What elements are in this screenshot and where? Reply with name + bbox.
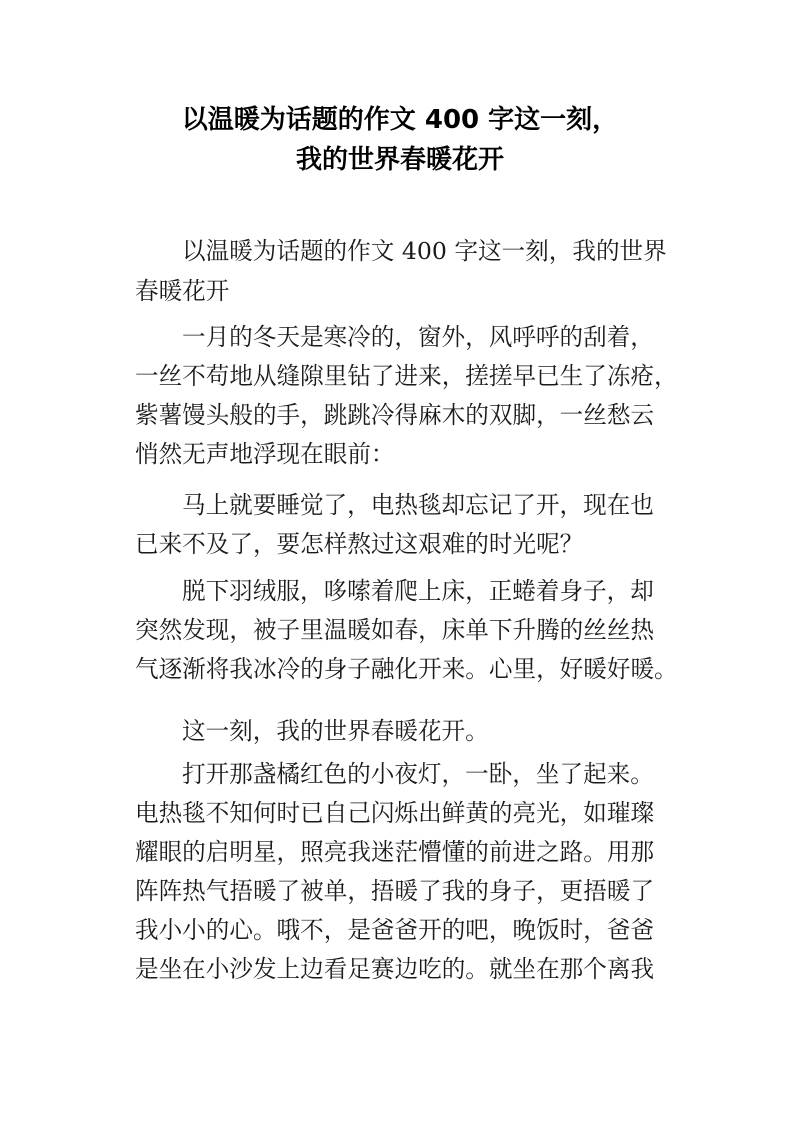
text-line: 马上就要睡觉了，电热毯却忘记了开，现在也 <box>182 491 654 519</box>
text-line: 电热毯不知何时已自己闪烁出鲜黄的亮光，如璀璨 <box>135 799 655 827</box>
text-line: 悄然无声地浮现在眼前： <box>135 440 395 468</box>
text-line: 一丝不苟地从缝隙里钻了进来，搓搓早已生了冻疮， <box>135 362 678 390</box>
text-line: 春暖花开 <box>135 277 230 305</box>
text-line: 我小小的心。哦不，是爸爸开的吧，晚饭时，爸爸 <box>135 916 655 944</box>
title-line-1: 以温暖为话题的作文 400 字这一刻， <box>181 105 619 135</box>
title-line-2: 我的世界春暖花开 <box>295 145 504 175</box>
text-line: 打开那盏橘红色的小夜灯，一卧，坐了起来。 <box>182 760 654 788</box>
text-line: 已来不及了，要怎样熬过这艰难的时光呢？ <box>135 530 584 558</box>
document-title <box>100 100 700 180</box>
text-line: 耀眼的启明星，照亮我迷茫懵懂的前进之路。用那 <box>135 838 655 866</box>
text-line: 这一刻，我的世界春暖花开。 <box>182 717 489 745</box>
text-line: 紫薯馒头般的手，跳跳冷得麻木的双脚，一丝愁云 <box>135 401 655 429</box>
text-line: 是坐在小沙发上边看足赛边吃的。就坐在那个离我 <box>135 955 655 983</box>
text-line: 以温暖为话题的作文 400 字这一刻，我的世界 <box>182 237 667 265</box>
text-line: 一月的冬天是寒冷的，窗外，风呼呼的刮着， <box>182 323 654 351</box>
text-line: 突然发现，被子里温暖如春，床单下升腾的丝丝热 <box>135 616 655 644</box>
text-line: 阵阵热气捂暖了被单，捂暖了我的身子，更捂暖了 <box>135 877 655 905</box>
text-line: 脱下羽绒服，哆嗦着爬上床，正蜷着身子，却 <box>182 577 654 605</box>
text-line: 气逐渐将我冰冷的身子融化开来。心里，好暖好暖。 <box>135 655 678 683</box>
